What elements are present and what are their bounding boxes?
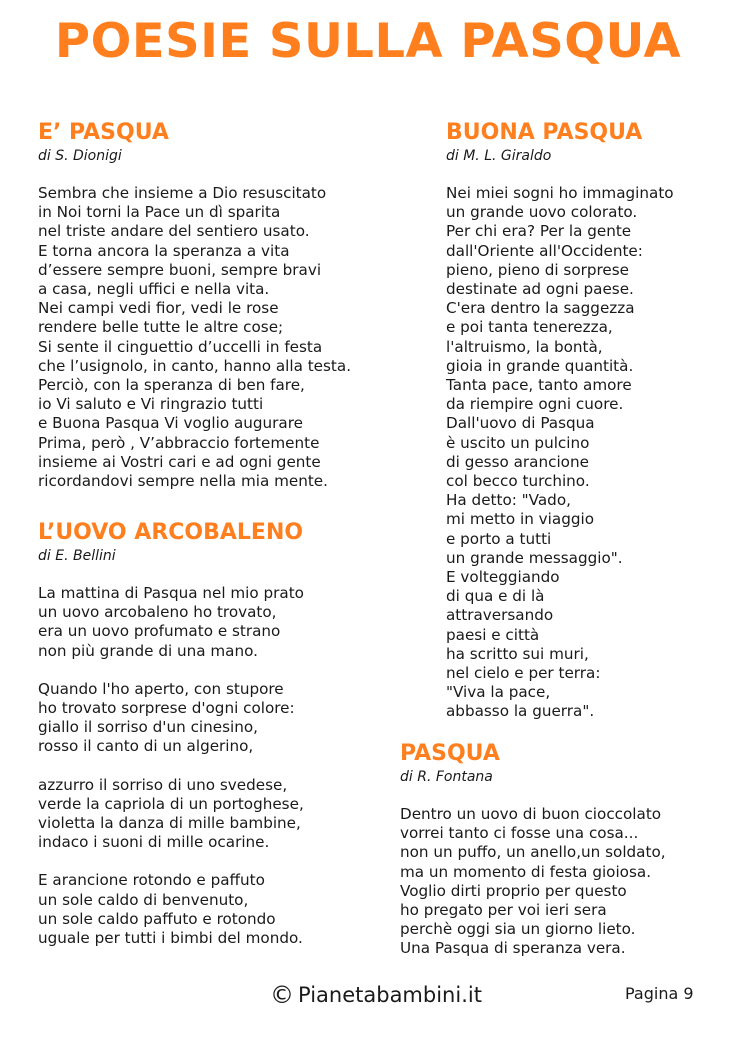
poem-line: Quando l'ho aperto, con stupore: [38, 679, 284, 698]
poem-line: Nei campi vedi fior, vedi le rose: [38, 299, 279, 318]
poem-line: un grande messaggio".: [446, 548, 623, 567]
poem-line: ho trovato sorprese d'ogni colore:: [38, 699, 295, 718]
poem-line: un sole caldo paffuto e rotondo: [38, 909, 276, 928]
poem-author: di E. Bellini: [38, 548, 116, 564]
poem-line: da riempire ogni cuore.: [446, 395, 624, 414]
stanza: [38, 776, 304, 853]
poem-line: vorrei tanto ci fosse una cosa...: [400, 824, 639, 843]
poem-line: rendere belle tutte le altre cose;: [38, 318, 284, 337]
stanza: [446, 184, 674, 722]
poem-line: nel cielo e per terra:: [446, 664, 601, 683]
poem-line: ha scritto sui muri,: [446, 644, 589, 663]
poem-line: Tanta pace, tanto amore: [446, 376, 632, 395]
poem-line: C'era dentro la saggezza: [446, 299, 635, 318]
poem-title: PASQUA: [400, 741, 500, 766]
poem-line: Dentro un uovo di buon cioccolato: [400, 805, 662, 823]
poem-line: giallo il sorriso d'un cinesino,: [38, 718, 258, 737]
poem-stanzas: [38, 584, 304, 948]
poem-line: attraversando: [446, 606, 554, 625]
poem-uovo-arcobaleno: [38, 520, 304, 967]
poem-line: e poi tanta tenerezza,: [446, 318, 613, 337]
poem-line: era un uovo profumato e strano: [38, 622, 281, 641]
poem-line: Per chi era? Per la gente: [446, 222, 632, 241]
poem-line: è uscito un pulcino: [446, 433, 590, 452]
poem-line: rosso il canto di un algerino,: [38, 737, 254, 756]
poem-line: E volteggiando: [446, 568, 560, 587]
poem-line: Prima, però , V’abbraccio fortemente: [38, 433, 320, 452]
page-number: Pagina 9: [625, 984, 694, 1003]
poem-line: insieme ai Vostri cari e ad ogni gente: [38, 452, 321, 471]
poem-line: perchè oggi sia un giorno lieto.: [400, 920, 636, 939]
poem-line: col becco turchino.: [446, 472, 590, 491]
poem-line: un sole caldo di benvenuto,: [38, 890, 249, 909]
stanza: [38, 184, 351, 491]
poem-line: Si sente il cinguettio d’uccelli in festa: [38, 337, 323, 356]
poem-line: in Noi torni la Pace un dì sparita: [38, 203, 281, 222]
poem-stanzas: [400, 805, 666, 959]
site-logo[interactable]: [270, 981, 482, 1009]
poem-line: verde la capriola di un portoghese,: [38, 794, 304, 813]
poem-line: non più grande di una mano.: [38, 641, 258, 660]
poem-line: Voglio dirti proprio per questo: [400, 881, 627, 900]
poem-line: Ha detto: "Vado,: [446, 491, 571, 510]
poem-line: indaco i suoni di mille ocarine.: [38, 833, 270, 852]
poem-line: azzurro il sorriso di uno svedese,: [38, 775, 288, 794]
site-name: Pianetabambini.it: [298, 983, 482, 1007]
poem-line: a casa, negli uffici e nella vita.: [38, 280, 270, 299]
poem-line: e Buona Pasqua Vi voglio augurare: [38, 414, 303, 433]
poem-line: E torna ancora la speranza a vita: [38, 241, 290, 260]
poem-line: e porto a tutti: [446, 529, 552, 548]
poem-line: abbasso la guerra".: [446, 702, 595, 721]
poem-line: Sembra che insieme a Dio resuscitato: [38, 184, 327, 202]
poem-author: di S. Dionigi: [38, 148, 122, 164]
poem-e-pasqua: [38, 120, 351, 510]
poem-line: uguale per tutti i bimbi del mondo.: [38, 929, 303, 948]
stanza: [38, 584, 304, 661]
poem-line: "Viva la pace,: [446, 683, 551, 702]
poem-title: BUONA PASQUA: [446, 120, 643, 145]
poem-line: Una Pasqua di speranza vera.: [400, 939, 626, 958]
poem-line: Dall'uovo di Pasqua: [446, 414, 595, 433]
poem-line: La mattina di Pasqua nel mio prato: [38, 584, 304, 602]
poem-line: nel triste andare del sentiero usato.: [38, 222, 310, 241]
poem-line: pieno, pieno di sorprese: [446, 260, 630, 279]
poem-line: Perciò, con la speranza di ben fare,: [38, 376, 305, 395]
poem-line: mi metto in viaggio: [446, 510, 594, 529]
poem-line: io Vi saluto e Vi ringrazio tutti: [38, 395, 264, 414]
poem-line: gioia in grande quantità.: [446, 356, 634, 375]
poem-title: L’UOVO ARCOBALENO: [38, 520, 304, 545]
poem-line: non un puffo, un anello,un soldato,: [400, 843, 666, 862]
poem-title: E’ PASQUA: [38, 120, 169, 145]
poem-line: destinate ad ogni paese.: [446, 280, 634, 299]
copyright-icon: ©: [270, 981, 294, 1009]
poem-author: di R. Fontana: [400, 769, 493, 785]
poem-line: ma un momento di festa gioiosa.: [400, 862, 652, 881]
poem-line: un uovo arcobaleno ho trovato,: [38, 603, 277, 622]
poem-line: ho pregato per voi ieri sera: [400, 901, 607, 920]
poem-line: l'altruismo, la bontà,: [446, 337, 603, 356]
poem-pasqua: [400, 741, 666, 978]
poem-line: ricordandovi sempre nella mia mente.: [38, 472, 328, 491]
poem-line: d’essere sempre buoni, sempre bravi: [38, 260, 322, 279]
poem-line: violetta la danza di mille bambine,: [38, 814, 301, 833]
poem-line: E arancione rotondo e paffuto: [38, 871, 265, 890]
stanza: [38, 871, 304, 948]
poem-stanzas: [446, 184, 674, 722]
poem-line: dall'Oriente all'Occidente:: [446, 241, 643, 260]
page-title: POESIE SULLA PASQUA: [54, 14, 682, 69]
poem-line: che l’usignolo, in canto, hanno alla testa.: [38, 356, 352, 375]
poem-buona-pasqua: [446, 120, 674, 741]
poem-stanzas: [38, 184, 351, 491]
poem-line: paesi e città: [446, 625, 540, 644]
poem-line: di qua e di là: [446, 587, 545, 606]
stanza: [38, 680, 304, 757]
poem-line: di gesso arancione: [446, 452, 589, 471]
poem-line: un grande uovo colorato.: [446, 203, 638, 222]
poem-author: di M. L. Giraldo: [446, 148, 552, 164]
stanza: [400, 805, 666, 959]
poem-line: Nei miei sogni ho immaginato: [446, 184, 674, 202]
